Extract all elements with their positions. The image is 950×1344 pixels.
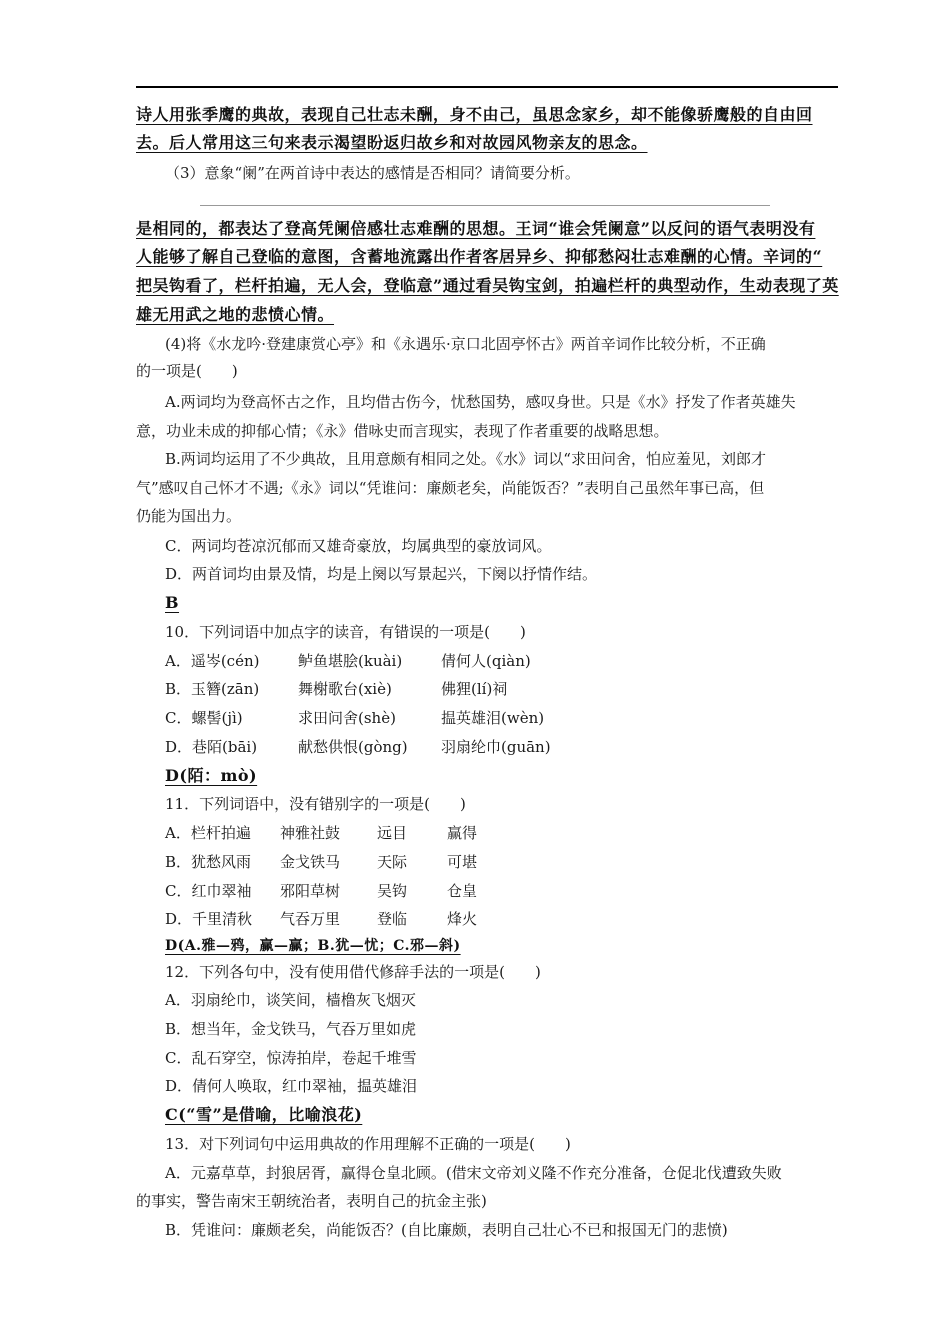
- option-cell: 可堪: [447, 853, 478, 871]
- question-10-stem: 10．下列词语中加点字的读音，有错误的一项是( ): [165, 623, 526, 641]
- option-a: 意，功业未成的抑郁心情；《永》借咏史而言现实，表现了作者重要的战略思想。: [136, 422, 669, 440]
- option-cell: D．巷陌(bāi): [165, 738, 258, 756]
- option-a: A．元嘉草草，封狼居胥，赢得仓皇北顾。(借宋文帝刘义隆不作充分准备，仓促北伐遭致失败: [165, 1164, 782, 1182]
- option-cell: 求田问舍(shè): [298, 709, 396, 727]
- option-d: D．两首词均由景及情，均是上阕以写景起兴，下阕以抒情作结。: [165, 565, 598, 583]
- question-11-stem: 11．下列词语中，没有错别字的一项是( ): [165, 795, 466, 813]
- answer-text: 把吴钩看了，栏杆拍遍，无人会，登临意”通过看吴钩宝剑，拍遍栏杆的典型动作，生动表现了英: [136, 276, 839, 295]
- answer-text: 人能够了解自己登临的意图，含蓄地流露出作者客居异乡、抑郁愁闷壮志难酬的心情。辛词的“: [136, 247, 823, 266]
- option-cell: A．栏杆拍遍: [165, 824, 251, 842]
- option-a: A.两词均为登高怀古之作，且均借古伤今，忧愁国势，感叹身世。只是《水》抒发了作者英雄失: [165, 393, 796, 411]
- question-3: （3）意象“阑”在两首诗中表达的感情是否相同？请简要分析。: [165, 164, 580, 182]
- option-b: B．凭谁问：廉颇老矣，尚能饭否？(自比廉颇，表明自己壮心不已和报国无门的悲愤): [165, 1221, 728, 1239]
- question-4-stem: 的一项是( ): [136, 362, 238, 380]
- option-cell: 天际: [377, 853, 408, 871]
- option-b: B．想当年，金戈铁马，气吞万里如虎: [165, 1020, 417, 1038]
- option-cell: 登临: [377, 910, 408, 928]
- answer-text: 雄无用武之地的悲愤心情。: [136, 305, 335, 324]
- option-a: 的事实，警告南宋王朝统治者，表明自己的抗金主张): [136, 1192, 487, 1210]
- option-cell: 吴钩: [377, 882, 408, 900]
- option-cell: D．千里清秋: [165, 910, 253, 928]
- option-row: [165, 737, 551, 757]
- option-b: B.两词均运用了不少典故，且用意颇有相同之处。《水》词以“求田问舍，怕应羞见，刘郎才: [165, 450, 766, 468]
- option-cell: 气吞万里: [280, 910, 341, 928]
- option-cell: A．遥岑(cén): [165, 652, 260, 670]
- answer-rule: [200, 205, 770, 206]
- option-cell: 神雅社鼓: [280, 824, 341, 842]
- option-cell: 羽扇纶巾(guān): [441, 738, 551, 756]
- option-row: [165, 852, 477, 872]
- option-cell: 揾英雄泪(wèn): [441, 709, 545, 727]
- option-cell: 倩何人(qiàn): [441, 652, 531, 670]
- answer-text: C(“雪”是借喻，比喻浪花): [165, 1105, 363, 1124]
- answer-text: D(A.雅—鸦，赢—赢；B.犹—忧；C.邪—斜): [165, 938, 461, 954]
- question-12-stem: 12．下列各句中，没有使用借代修辞手法的一项是( ): [165, 963, 541, 981]
- option-row: [165, 881, 477, 901]
- answer-text: D(陌：mò): [165, 766, 258, 785]
- option-d: D．倩何人唤取，红巾翠袖，揾英雄泪: [165, 1077, 418, 1095]
- option-cell: B．玉簪(zān): [165, 680, 260, 698]
- option-row: [165, 909, 477, 929]
- option-row: [165, 679, 507, 699]
- option-cell: 赢得: [447, 824, 478, 842]
- option-cell: 献愁供恨(gòng): [298, 738, 408, 756]
- option-cell: 烽火: [447, 910, 478, 928]
- option-cell: 邪阳草树: [280, 882, 341, 900]
- option-cell: 佛狸(lí)祠: [441, 680, 508, 698]
- option-b: 气”感叹自己怀才不遇;《永》词以“凭谁问：廉颇老矣，尚能饭否？”表明自己虽然年事已高，但: [136, 479, 765, 497]
- answer-text: 诗人用张季鹰的典故，表现自己壮志未酬，身不由己，虽思念家乡，却不能像骄鹰般的自由回: [136, 105, 813, 124]
- top-rule: [136, 86, 838, 88]
- option-row: [165, 708, 544, 728]
- option-cell: 仓皇: [447, 882, 478, 900]
- question-4-stem: (4)将《水龙吟·登建康赏心亭》和《永遇乐·京口北固亭怀古》两首辛词作比较分析，不正确: [165, 335, 766, 353]
- option-a: A．羽扇纶巾，谈笑间，樯橹灰飞烟灭: [165, 991, 416, 1009]
- option-c: C．乱石穿空，惊涛拍岸，卷起千堆雪: [165, 1049, 417, 1067]
- answer-text: 是相同的，都表达了登高凭阑倍感壮志难酬的思想。王词“谁会凭阑意”以反问的语气表明没有: [136, 219, 816, 238]
- option-b: 仍能为国出力。: [136, 507, 242, 525]
- option-c: C．两词均苍凉沉郁而又雄奇豪放，均属典型的豪放词风。: [165, 537, 552, 555]
- option-cell: 舞榭歌台(xiè): [298, 680, 392, 698]
- answer-text: 去。后人常用这三句来表示渴望盼返归故乡和对故园风物亲友的思念。: [136, 133, 648, 152]
- option-cell: 金戈铁马: [280, 853, 341, 871]
- option-row: [165, 651, 531, 671]
- option-cell: 远目: [377, 824, 408, 842]
- option-cell: B．犹愁风雨: [165, 853, 252, 871]
- question-13-stem: 13．对下列词句中运用典故的作用理解不正确的一项是( ): [165, 1135, 571, 1153]
- answer-text: B: [165, 593, 180, 612]
- option-row: [165, 823, 477, 843]
- option-cell: C．螺髻(jì): [165, 709, 243, 727]
- option-cell: C．红巾翠袖: [165, 882, 252, 900]
- option-cell: 鲈鱼堪脍(kuài): [298, 652, 403, 670]
